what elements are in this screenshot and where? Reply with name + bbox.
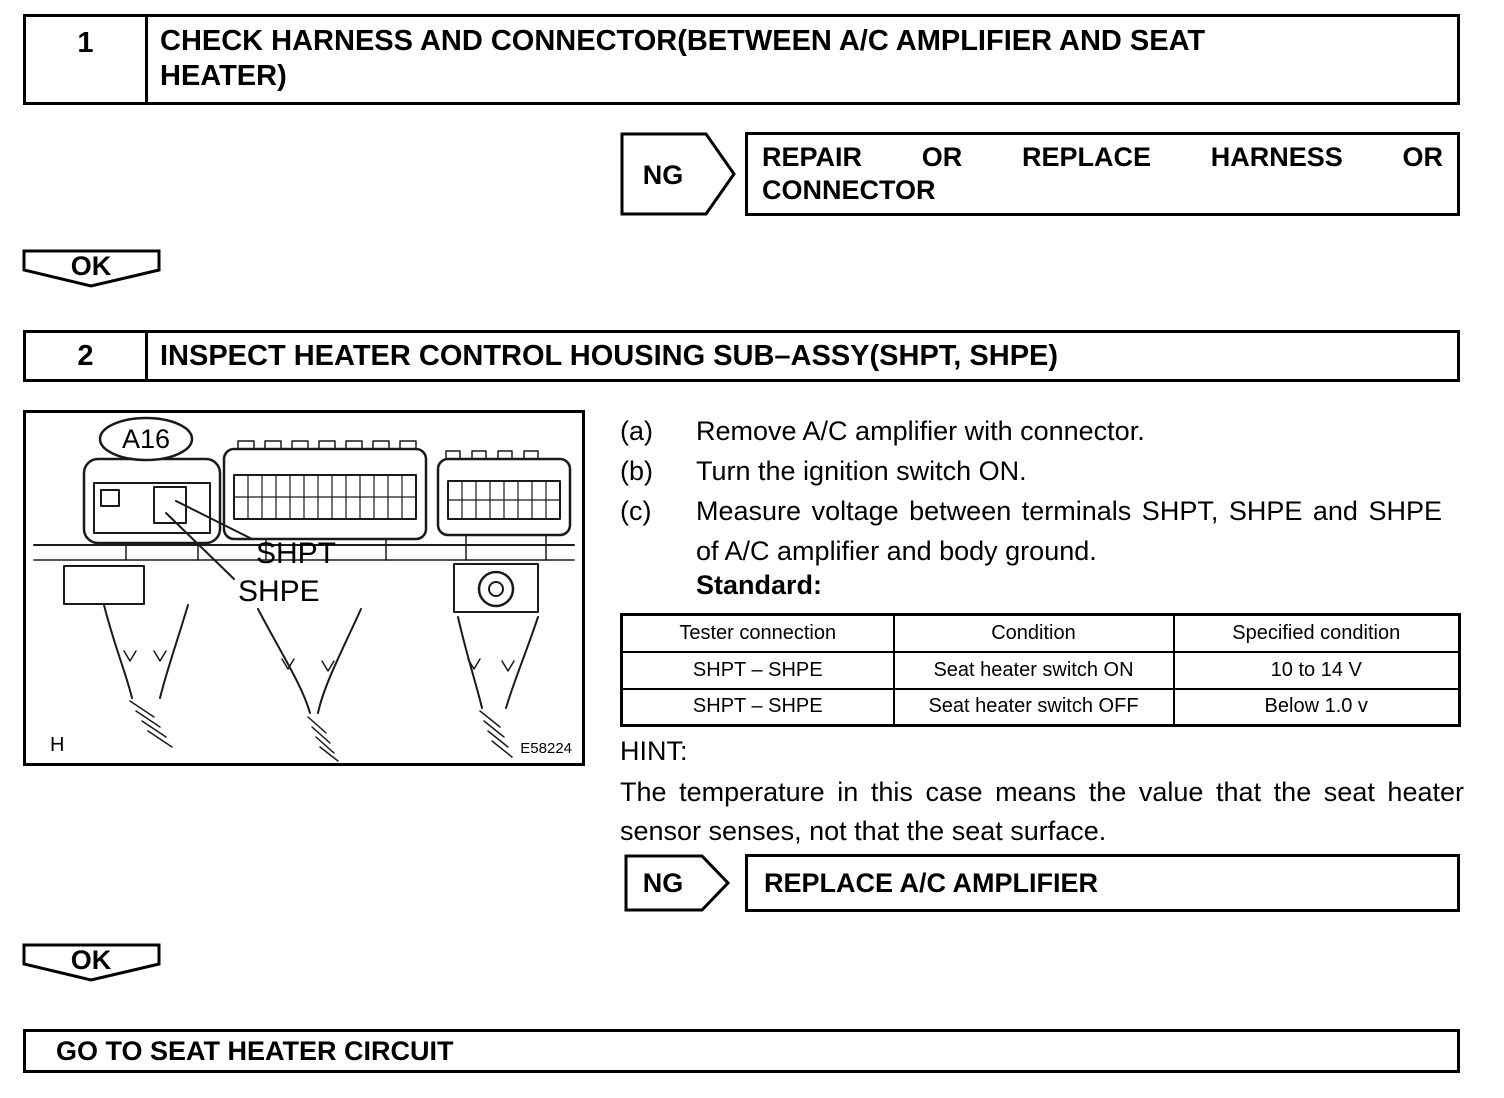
wire3-tail (480, 711, 512, 757)
step1-number: 1 (26, 17, 148, 102)
ng2-arrow (624, 854, 732, 912)
wire1-tail (130, 701, 172, 747)
instruction-c-marker: (c) (620, 496, 652, 526)
instruction-a (620, 411, 1442, 451)
ok2-label: OK (70, 945, 112, 975)
left-connector-outline (84, 459, 220, 543)
figure-corner-label: H (50, 734, 65, 756)
instruction-c-text: Measure voltage between terminals SHPT, SHPE and SHPE of A/C amplifier and body ground. (696, 496, 1442, 566)
ng1-action-box (745, 132, 1460, 216)
spec-table-wrap (620, 613, 1461, 727)
spec-table (620, 613, 1461, 727)
shpt-label: SHPT (256, 537, 337, 570)
step1-title: CHECK HARNESS AND CONNECTOR(BETWEEN A/C AMPLIFIER AND SEAT HEATER) (160, 25, 1206, 92)
ng1-action-line2: CONNECTOR (762, 175, 936, 205)
step2-box (23, 330, 1460, 382)
grommet-inner (489, 582, 503, 596)
wire1-right (160, 605, 188, 698)
instruction-b-marker: (b) (620, 456, 653, 486)
step2-title: INSPECT HEATER CONTROL HOUSING SUB–ASSY(SHPT, SHPE) (160, 339, 1059, 372)
wire2-right (318, 609, 361, 713)
ng2-label: NG (642, 868, 684, 898)
ok1-label: OK (70, 251, 112, 281)
spec-row-on-value: 10 to 14 V (1174, 652, 1460, 689)
spec-row-on (622, 652, 1460, 689)
wire1-left (104, 605, 132, 698)
ng1-label: NG (642, 160, 684, 190)
figure-box (23, 410, 585, 766)
spec-header-condition: Condition (894, 615, 1174, 652)
instruction-b-text: Turn the ignition switch ON. (696, 456, 1027, 486)
instructions-list (620, 411, 1442, 571)
step2-number: 2 (26, 333, 148, 379)
right-connector-pins (448, 481, 560, 519)
shpe-label: SHPE (238, 575, 320, 608)
wire2-tail (308, 717, 338, 761)
step1-box (23, 14, 1460, 105)
a16-callout-label: A16 (121, 424, 171, 454)
spec-header-tester: Tester connection (622, 615, 894, 652)
hint-label: HINT: (620, 736, 688, 766)
footer-text: GO TO SEAT HEATER CIRCUIT (56, 1035, 454, 1066)
spec-row-on-condition: Seat heater switch ON (894, 652, 1174, 689)
spec-row-off-condition: Seat heater switch OFF (894, 689, 1174, 726)
spec-row-on-tester: SHPT – SHPE (622, 652, 894, 689)
middle-connector-outline (224, 449, 426, 539)
ok1-banner (22, 249, 162, 289)
left-connector-pin-small (101, 490, 119, 506)
ng1-arrow (620, 132, 738, 216)
instruction-b (620, 451, 1442, 491)
wire1-chevrons (124, 651, 166, 661)
figure-code-label: E58224 (520, 740, 572, 757)
footer-box (23, 1029, 1460, 1073)
panel-detail-left (64, 566, 144, 604)
wire3-chevrons (468, 659, 514, 671)
instruction-c (620, 491, 1442, 571)
wire3-right (506, 617, 538, 708)
ng2-action-text: REPLACE A/C AMPLIFIER (764, 867, 1099, 898)
standard-label: Standard: (696, 570, 823, 600)
ng2-action-box (745, 854, 1460, 912)
middle-connector-pins (234, 475, 416, 519)
ok2-banner (22, 943, 162, 983)
instruction-a-text: Remove A/C amplifier with connector. (696, 416, 1145, 446)
hint-text: The temperature in this case means the value that the seat heater sensor senses, not that the seat surface. (620, 777, 1464, 846)
spec-table-header-row (622, 615, 1460, 652)
ng1-action-line1: REPAIR OR REPLACE HARNESS OR (762, 142, 1443, 172)
spec-row-off-tester: SHPT – SHPE (622, 689, 894, 726)
spec-row-off (622, 689, 1460, 726)
spec-header-specified: Specified condition (1174, 615, 1460, 652)
instruction-a-marker: (a) (620, 416, 653, 446)
grommet-outer (479, 572, 513, 606)
spec-row-off-value: Below 1.0 v (1174, 689, 1460, 726)
connector-diagram (26, 413, 582, 763)
